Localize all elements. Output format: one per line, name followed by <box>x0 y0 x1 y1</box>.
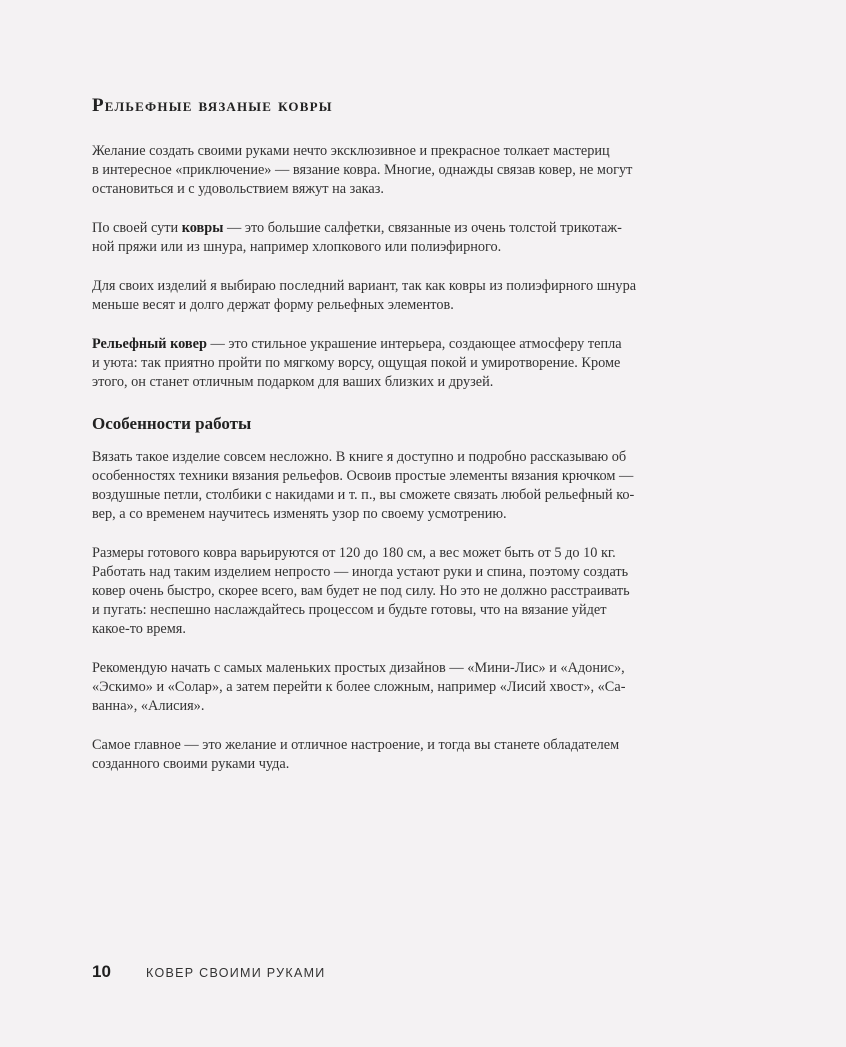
paragraph-conclusion <box>92 736 652 774</box>
text-line <box>92 335 652 354</box>
text-line: Рекомендую начать с самых маленьких простых дизайнов — «Мини-Лис» и «Адонис», <box>92 660 625 676</box>
paragraph-technique <box>92 448 652 524</box>
text-line: меньше весят и долго держат форму рельефных элементов. <box>92 297 454 313</box>
text-line: особенностях техники вязания рельефов. Освоив простые элементы вязания крючком — <box>92 468 634 484</box>
text-line: Самое главное — это желание и отличное настроение, и тогда вы станете обладателем <box>92 737 620 753</box>
running-title: КОВЕР СВОИМИ РУКАМИ <box>146 966 326 980</box>
page-footer <box>92 962 326 982</box>
paragraph-recommendations <box>92 659 652 716</box>
page-number: 10 <box>92 962 111 981</box>
text-line: ной пряжи или из шнура, например хлопкового или полиэфирного. <box>92 239 502 255</box>
text-line: созданного своими руками чуда. <box>92 756 290 772</box>
text-line: и уюта: так приятно пройти по мягкому ворсу, ощущая покой и умиротворение. Кроме <box>92 355 621 371</box>
text-line: вер, а со временем научитесь изменять узор по своему усмотрению. <box>92 506 507 522</box>
text-line: этого, он станет отличным подарком для ваших близких и друзей. <box>92 374 494 390</box>
paragraph-carpets-definition <box>92 219 652 257</box>
text-line: ванна», «Алисия». <box>92 698 205 714</box>
section-heading: Рельефные вязаные ковры <box>92 95 333 116</box>
text-line: Вязать такое изделие совсем несложно. В книге я доступно и подробно рассказываю об <box>92 449 627 465</box>
text-line: и пугать: неспешно наслаждайтесь процессом и будьте готовы, что на вязание уйдет <box>92 602 607 618</box>
paragraph-sizes <box>92 544 652 639</box>
subsection-heading: Особенности работы <box>92 414 252 433</box>
text-line <box>92 219 652 238</box>
text-line: «Эскимо» и «Солар», а затем перейти к более сложным, например «Лисий хвост», «Са- <box>92 679 626 695</box>
paragraph-material-choice <box>92 277 652 315</box>
text-line: ковер очень быстро, скорее всего, вам будет не под силу. Но это не должно расстраивать <box>92 583 630 599</box>
text-line: в интересное «приключение» — вязание ковра. Многие, однажды связав ковер, не могут <box>92 162 633 178</box>
paragraph-relief-carpet <box>92 335 652 392</box>
text-line: Работать над таким изделием непросто — иногда устают руки и спина, поэтому создать <box>92 564 629 580</box>
text-line: Желание создать своими руками нечто эксклюзивное и прекрасное толкает мастериц <box>92 143 610 159</box>
text-run: — это стильное украшение интерьера, создающее атмосферу тепла <box>206 336 622 352</box>
text-run: По своей сути <box>92 220 182 236</box>
text-line: Для своих изделий я выбираю последний вариант, так как ковры из полиэфирного шнура <box>92 278 637 294</box>
text-line: воздушные петли, столбики с накидами и т. п., вы сможете связать любой рельефный ко- <box>92 487 635 503</box>
page-content <box>92 93 652 794</box>
bold-term: Рельефный ковер <box>92 336 207 352</box>
paragraph-intro <box>92 142 652 199</box>
text-line: Размеры готового ковра варьируются от 120 до 180 см, а вес может быть от 5 до 10 кг. <box>92 545 616 561</box>
bold-term: ковры <box>181 220 224 236</box>
text-line: остановиться и с удовольствием вяжут на заказ. <box>92 181 384 197</box>
text-line: какое-то время. <box>92 621 186 637</box>
text-run: — это большие салфетки, связанные из очень толстой трикотаж- <box>223 220 622 236</box>
